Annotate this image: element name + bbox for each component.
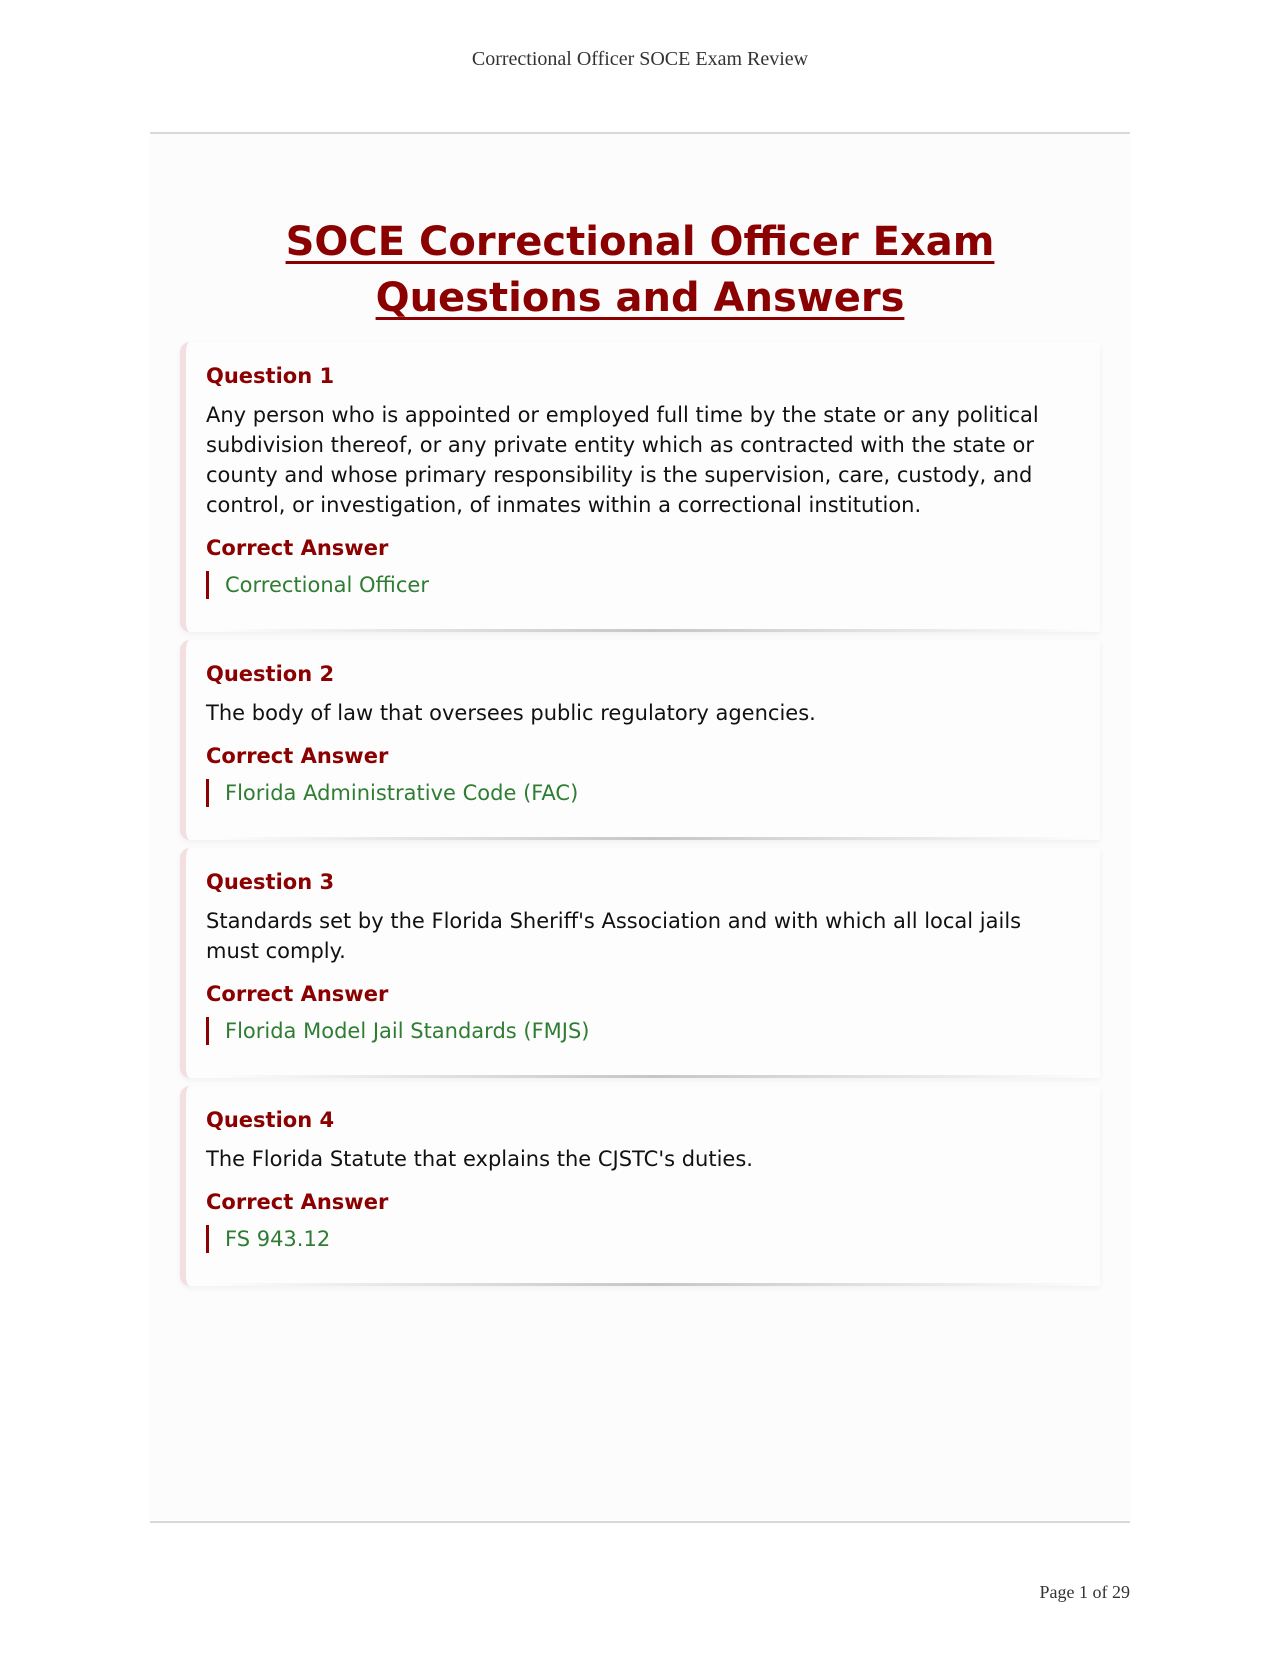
document-title: SOCE Correctional Officer Exam Questions and Answers (285, 219, 995, 321)
correct-answer-heading: Correct Answer (206, 1190, 389, 1214)
answer-accent-bar (206, 779, 209, 807)
answer-text: Correctional Officer (225, 573, 429, 597)
answer-row (206, 570, 1080, 600)
question-card-4 (180, 1086, 1100, 1286)
answer-text: Florida Administrative Code (FAC) (225, 781, 579, 805)
answer-text: Florida Model Jail Standards (FMJS) (225, 1019, 590, 1043)
question-text: Standards set by the Florida Sheriff's Association and with which all local jails must comply. (206, 909, 1022, 963)
question-card-3 (180, 848, 1100, 1078)
question-text: The Florida Statute that explains the CJSTC's duties. (206, 1147, 753, 1171)
answer-row (206, 1224, 1080, 1254)
answer-accent-bar (206, 1225, 209, 1253)
answer-accent-bar (206, 1017, 209, 1045)
question-label: Question 1 (206, 364, 335, 388)
question-label: Question 2 (206, 662, 335, 686)
question-text: Any person who is appointed or employed full time by the state or any political subdivision thereof, or any private entity which as contracted with the state or county and whose primary responsibility is the supervision, care, custody, and control, or investigation, of inmates within a correctional institution. (206, 403, 1039, 517)
correct-answer-heading: Correct Answer (206, 536, 389, 560)
answer-text: FS 943.12 (225, 1227, 331, 1251)
question-list (180, 342, 1100, 1294)
question-label: Question 3 (206, 870, 335, 894)
question-card-1 (180, 342, 1100, 632)
answer-accent-bar (206, 571, 209, 599)
page-number: Page 1 of 29 (1039, 1582, 1130, 1602)
footer-divider (150, 1521, 1130, 1523)
running-header: Correctional Officer SOCE Exam Review (471, 48, 809, 70)
correct-answer-heading: Correct Answer (206, 982, 389, 1006)
question-text: The body of law that oversees public regulatory agencies. (206, 701, 816, 725)
correct-answer-heading: Correct Answer (206, 744, 389, 768)
answer-row (206, 778, 1080, 808)
question-label: Question 4 (206, 1108, 335, 1132)
document-body (150, 134, 1130, 1520)
answer-row (206, 1016, 1080, 1046)
question-card-2 (180, 640, 1100, 840)
